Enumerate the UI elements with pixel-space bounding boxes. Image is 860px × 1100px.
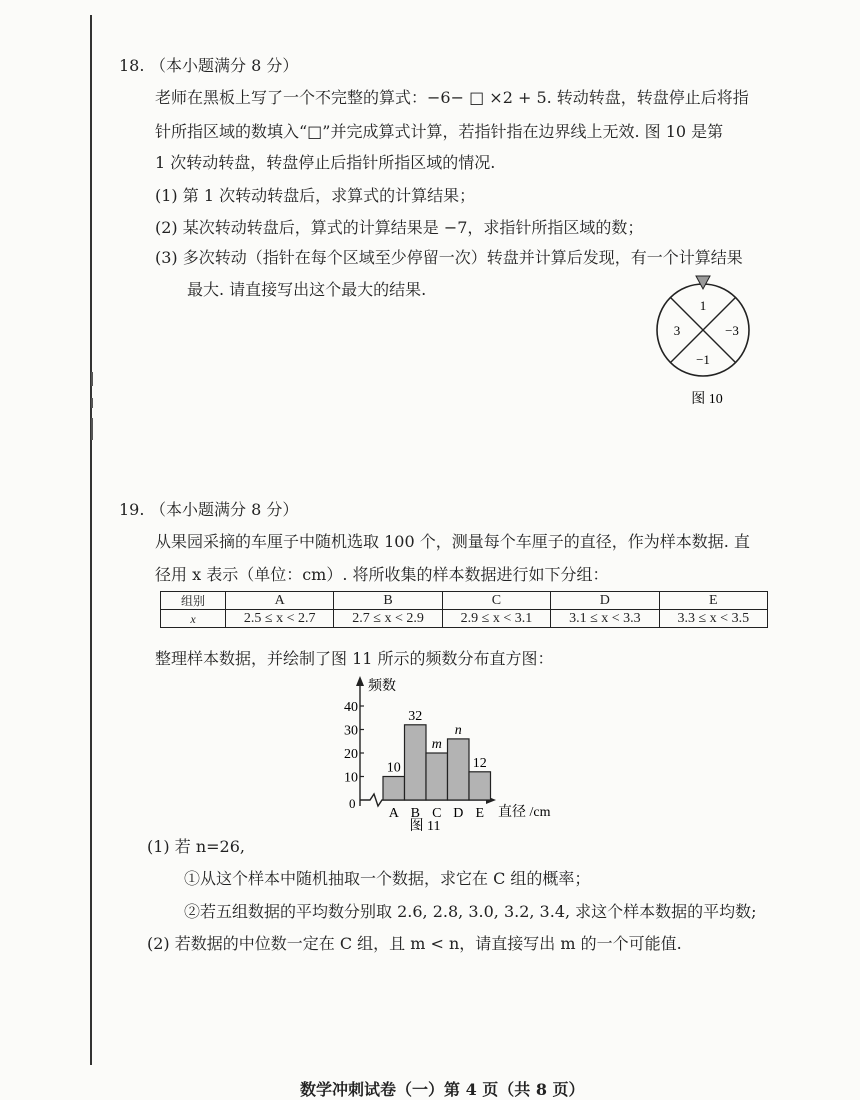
- q18-sub3a: (3) 多次转动（指针在每个区域至少停留一次）转盘并计算后发现，有一个计算结果: [155, 248, 743, 267]
- y-tick-label: 30: [344, 723, 358, 739]
- origin-label: 0: [349, 796, 356, 811]
- pointer-triangle-icon: [696, 276, 710, 289]
- q18-sub2: (2) 某次转动转盘后，算式的计算结果是 −7，求指针所指区域的数；: [155, 218, 644, 237]
- margin-line: [90, 15, 92, 1065]
- table-cell: 2.5 ≤ x < 2.7: [226, 610, 334, 628]
- margin-dash: [91, 372, 93, 386]
- spinner-region-top: 1: [699, 298, 707, 313]
- table-cell: B: [334, 592, 442, 610]
- table-cell: 组别: [161, 592, 226, 610]
- grouping-table: [160, 591, 768, 628]
- q19-stem-line2: 径用 x 表示（单位：cm）. 将所收集的样本数据进行如下分组：: [155, 565, 609, 584]
- table-cell: 2.7 ≤ x < 2.9: [334, 610, 442, 628]
- histogram-bar: [405, 725, 427, 800]
- q18-number: 18.: [119, 56, 145, 75]
- q19-sub1: (1) 若 n=26,: [147, 837, 245, 856]
- x-tick-label: A: [388, 806, 399, 821]
- x-tick-label: D: [453, 806, 464, 821]
- margin-dash: [91, 418, 93, 440]
- figure10-caption: 图 10: [691, 392, 723, 407]
- table-cell: E: [659, 592, 767, 610]
- q19-stem-line3: 整理样本数据，并绘制了图 11 所示的频数分布直方图：: [155, 649, 554, 668]
- q18-sub3b: 最大. 请直接写出这个最大的结果.: [187, 280, 427, 299]
- table-cell: D: [551, 592, 659, 610]
- q19-stem-line1: 从果园采摘的车厘子中随机选取 100 个，测量每个车厘子的直径，作为样本数据. 直: [155, 532, 750, 551]
- q18-points: （本小题满分 8 分）: [150, 56, 299, 75]
- q19-sub1b: ②若五组数据的平均数分别取 2.6, 2.8, 3.0, 3.2, 3.4, 求这个样本数据的平均数;: [184, 902, 757, 921]
- spinner-figure: [650, 272, 760, 412]
- q19-points: （本小题满分 8 分）: [150, 500, 299, 519]
- y-axis-label: 频数: [368, 679, 396, 694]
- q19-sub2: (2) 若数据的中位数一定在 C 组，且 m < n，请直接写出 m 的一个可能值.: [147, 934, 682, 953]
- q18-stem-line3: 1 次转动转盘，转盘停止后指针所指区域的情况.: [155, 153, 496, 172]
- q18-sub1: (1) 第 1 次转动转盘后，求算式的计算结果；: [155, 186, 476, 205]
- histogram-bar: [383, 777, 405, 801]
- histogram-chart: [320, 672, 570, 837]
- table-cell: C: [442, 592, 550, 610]
- x-tick-label: B: [410, 806, 420, 821]
- table-row: [161, 610, 768, 628]
- bar-data-label: n: [454, 722, 462, 738]
- table-cell: A: [226, 592, 334, 610]
- margin-dash: [91, 398, 93, 408]
- histogram-bar: [426, 753, 448, 800]
- spinner-region-left: 3: [673, 323, 681, 338]
- q18-stem-line2: 针所指区域的数填入“□”并完成算式计算，若指针指在边界线上无效. 图 10 是第: [155, 122, 724, 141]
- x-tick-label: C: [432, 806, 442, 821]
- y-tick-label: 40: [344, 700, 358, 715]
- x-axis-label: 直径 /cm: [498, 805, 551, 820]
- bar-data-label: m: [431, 737, 442, 752]
- bar-data-label: 10: [386, 760, 401, 776]
- y-tick-label: 20: [344, 747, 358, 762]
- table-row: [161, 592, 768, 610]
- q18-stem-line1: 老师在黑板上写了一个不完整的算式：−6− □ ×2 + 5. 转动转盘，转盘停止后将指: [155, 88, 749, 107]
- table-cell: x: [161, 610, 226, 628]
- y-axis-arrow-icon: [356, 676, 364, 686]
- page-footer: 数学冲刺试卷（一）第 4 页（共 8 页）: [300, 1080, 585, 1099]
- table-cell: 3.1 ≤ x < 3.3: [551, 610, 659, 628]
- table-cell: 2.9 ≤ x < 3.1: [442, 610, 550, 628]
- bar-data-label: 12: [472, 755, 487, 771]
- figure11-caption: 图 11: [409, 819, 441, 834]
- x-tick-label: E: [475, 806, 485, 821]
- q19-sub1a: ①从这个样本中随机抽取一个数据，求它在 C 组的概率；: [184, 869, 591, 888]
- histogram-bar: [469, 772, 491, 800]
- q19-number: 19.: [119, 500, 145, 519]
- y-tick-label: 10: [344, 770, 358, 786]
- bar-data-label: 32: [408, 708, 423, 724]
- spinner-region-bottom: −1: [696, 352, 710, 367]
- table-cell: 3.3 ≤ x < 3.5: [659, 610, 767, 628]
- histogram-bar: [448, 739, 470, 800]
- spinner-region-right: −3: [725, 323, 739, 338]
